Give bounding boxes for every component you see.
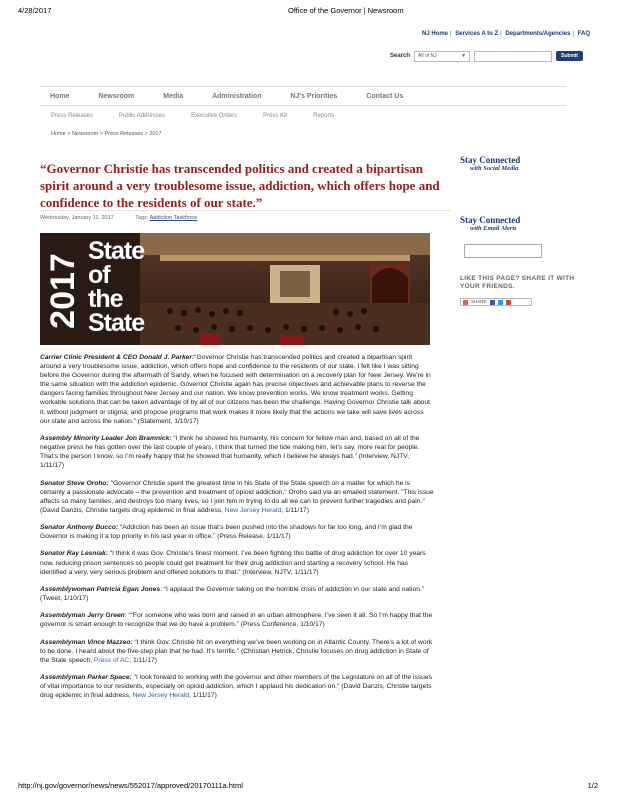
- share-button[interactable]: [460, 298, 532, 306]
- quote-text: “Addiction has been an issue that’s been pushed into the shadows for far too long, and I’m glad the Governor is making it a top priority in his last year in office.” (Press Release, 1/11/17): [40, 524, 413, 541]
- article-body: [40, 353, 434, 709]
- subnav-press-releases[interactable]: Press Releases: [51, 113, 94, 119]
- quote-speaker: Assemblyman Vince Mazzeo:: [40, 638, 133, 646]
- nav-home[interactable]: Home: [50, 92, 70, 100]
- quote-paragraph: [40, 434, 434, 470]
- quote-paragraph: [40, 638, 434, 665]
- assembly-chamber-photo: [140, 233, 430, 345]
- nav-contact[interactable]: Contact Us: [366, 92, 404, 100]
- sidebar-subtitle: with Social Media: [470, 165, 519, 172]
- quote-text: “I think it was Gov. Christie’s finest moment. I’ve been fighting this battle of drug addiction for over 10 years now, reducing prison sentences so people could get treatment for their drug addiction and starting a recovery school. He has identified a very, very serious problem and offered solutions to that.” (Interview, NJTV, 1/11/17): [40, 550, 426, 576]
- share-prompt: LIKE THIS PAGE? SHARE IT WITH YOUR FRIENDS.: [460, 275, 575, 290]
- source-link[interactable]: New Jersey Herald: [132, 692, 190, 700]
- search-scope-select[interactable]: [414, 51, 470, 62]
- email-icon: [506, 300, 511, 305]
- quote-paragraph: [40, 353, 434, 426]
- sidebar-title: Stay Connected: [460, 215, 521, 225]
- chevron-down-icon: ▼: [461, 52, 467, 59]
- subnav-press-kit[interactable]: Press Kit: [263, 113, 288, 119]
- toplink-nj-home[interactable]: NJ Home: [422, 31, 449, 37]
- quote-text: "Governor Christie spent the greatest time in his State of the State speech on a matter for which he is certainly a passionate advocate – the prevention and treatment of opioid addiction," Oroho said via an emailed statement. "This issue affects so many families, and destroys too many lives, so I join him in trying to do all we can to prevent further tragedies and pain." (David Danzis, Christie targets drug epidemic in final address,: [40, 479, 434, 514]
- twitter-icon: [498, 300, 503, 305]
- search-label: Search: [390, 53, 411, 59]
- quote-text: : ““For someone who was born and raised in an urban atmosphere, I’ve seen it all. So I’m happy that the governor is smart enough to recognize that we do have a problem.” (Press Conference, 1/10/17): [40, 612, 433, 629]
- nav-media[interactable]: Media: [163, 92, 184, 100]
- hero-line-1: State: [88, 237, 145, 265]
- email-field[interactable]: [464, 244, 542, 258]
- sub-nav: [51, 113, 360, 119]
- search-bar: [390, 49, 583, 63]
- subnav-public-addresses[interactable]: Public Addresses: [119, 113, 166, 119]
- print-page: 1/2: [587, 781, 598, 790]
- toplink-faq[interactable]: FAQ: [577, 31, 590, 37]
- tags-label: Tags:: [135, 215, 149, 221]
- nav-priorities[interactable]: NJ's Priorities: [290, 92, 338, 100]
- print-title: Office of the Governor | Newsroom: [288, 6, 404, 15]
- hero-line-4: State: [88, 309, 145, 337]
- toplink-services[interactable]: Services A to Z: [455, 31, 499, 37]
- sidebar: [460, 155, 580, 304]
- search-submit-button[interactable]: Submit: [556, 51, 583, 61]
- page-title: “Governor Christie has transcended politics and created a bipartisan spirit around a very troublesome issue, addiction, which offers hope and confidence to the residents of our state.”: [40, 161, 440, 210]
- search-input[interactable]: [474, 51, 552, 62]
- quote-paragraph: [40, 673, 434, 700]
- quote-text: “I think Gov. Christie hit on everything we’ve been working on in Atlantic County. There’s a lot of work to be done. I heard about the five-step plan that he had. It’s terrific.” (Christian Hetrick, Christie focuses on drug addiction in State of the State speech,: [40, 638, 433, 664]
- breadcrumb[interactable]: Home > Newsroom > Press Releases > 2017: [51, 131, 162, 137]
- source-link[interactable]: New Jersey Herald: [224, 506, 282, 514]
- quote-paragraph: [40, 549, 434, 576]
- quote-tail: , 1/11/17): [129, 656, 157, 664]
- article-meta: [40, 210, 450, 221]
- quote-text: "I look forward to working with the governor and other members of the Legislature on all of the issues of vital importance to our residents, especially on opioid addiction, which I applaud his dedication on." (David Danzis, Christie targets drug epidemic in final address,: [40, 674, 432, 700]
- sidebar-subtitle: with Email Alerts: [470, 225, 517, 232]
- quote-tail: , 1/11/17): [281, 506, 309, 514]
- facebook-icon: [490, 300, 495, 305]
- article-date: Wednesday, January 11, 2017: [40, 215, 114, 221]
- nav-administration[interactable]: Administration: [212, 92, 262, 100]
- quote-paragraph: [40, 611, 434, 629]
- hero-image: [40, 233, 430, 345]
- quote-speaker: Senator Steve Oroho:: [40, 479, 109, 487]
- subnav-reports[interactable]: Reports: [313, 113, 335, 119]
- hero-line-2: of: [88, 261, 110, 289]
- quote-paragraph: [40, 523, 434, 541]
- nav-newsroom[interactable]: Newsroom: [98, 92, 135, 100]
- quote-speaker: Assemblywoman Patricia Egan Jones: [40, 585, 161, 593]
- print-date: 4/28/2017: [18, 6, 52, 15]
- toplink-departments[interactable]: Departments/Agencies: [505, 31, 571, 37]
- sidebar-title: Stay Connected: [460, 155, 521, 165]
- hero-year: [46, 241, 80, 341]
- quote-paragraph: [40, 585, 434, 603]
- share-icon: [463, 300, 468, 305]
- print-url: http://nj.gov/governor/news/news/552017/approved/20170111a.html: [18, 781, 243, 790]
- quote-speaker: Carrier Clinic President & CEO Donald J. Parker:: [40, 354, 195, 361]
- search-scope-value: All of NJ: [418, 52, 437, 59]
- quote-speaker: Senator Anthony Bucco:: [40, 524, 119, 532]
- stay-connected-email[interactable]: [460, 215, 520, 232]
- quote-speaker: Assemblyman Parker Space:: [40, 674, 132, 682]
- hero-title: [88, 239, 144, 335]
- subnav-executive-orders[interactable]: Executive Orders: [191, 113, 238, 119]
- quote-text: : “I applaud the Governor taking on the horrible crisis of addiction in our state and nation.” (Tweet, 1/10/17): [40, 585, 424, 602]
- quote-speaker: Assemblyman Jerry Green: [40, 612, 125, 620]
- quote-speaker: Senator Ray Lesniak:: [40, 550, 109, 558]
- top-links: NJ Home | Services A to Z | Departments/Agencies | FAQ: [422, 31, 590, 37]
- stay-connected-social[interactable]: [460, 155, 580, 172]
- quote-text: “I think he showed his humanity, his concern for fellow man and, based on all of the negative press he has gotten over the last couple of years, I think that turned the tide making him, let’s say, more real for people. That’s the person I know, so I’m really happy that he showed that humanity, which I believe he always had.” (Interview, NJTV, 1/11/17): [40, 434, 420, 470]
- share-label: SHARE: [471, 299, 487, 304]
- quote-speaker: Assembly Minority Leader Jon Bramnick:: [40, 434, 172, 442]
- quote-text: “Governor Christie has transcended politics and created a bipartisan spirit around a very troublesome issue, addiction, which offers hope and confidence to the residents of our state. I felt like I was sitting before the Governor during the aftermath of Sandy, when he focused with determination on a recovery plan for New Jersey. We’re in the same situation with the addiction epidemic. Governor Christie again has precise objectives and achievable plans to reverse the dangers facing families throughout New Jersey and our nation. We know prevention works. We know treatment works. Getting workable solutions that can be taken advantage of by all of our citizens has been the challenge. Having Governor Christie talk about it, without judgment or stigma, and propose programs that work makes it more likely that the actions we take will save lives across our state and across the nation.” (Statement, 1/10/17): [40, 354, 431, 425]
- quote-paragraph: [40, 479, 434, 515]
- source-link[interactable]: Press of AC: [93, 656, 130, 664]
- quote-tail: , 1/11/17): [189, 692, 217, 700]
- hero-year-text: 2017: [44, 253, 82, 329]
- tag-link[interactable]: Addiction Taskforce: [149, 215, 198, 221]
- hero-line-3: the: [88, 285, 123, 313]
- main-nav: [40, 86, 566, 106]
